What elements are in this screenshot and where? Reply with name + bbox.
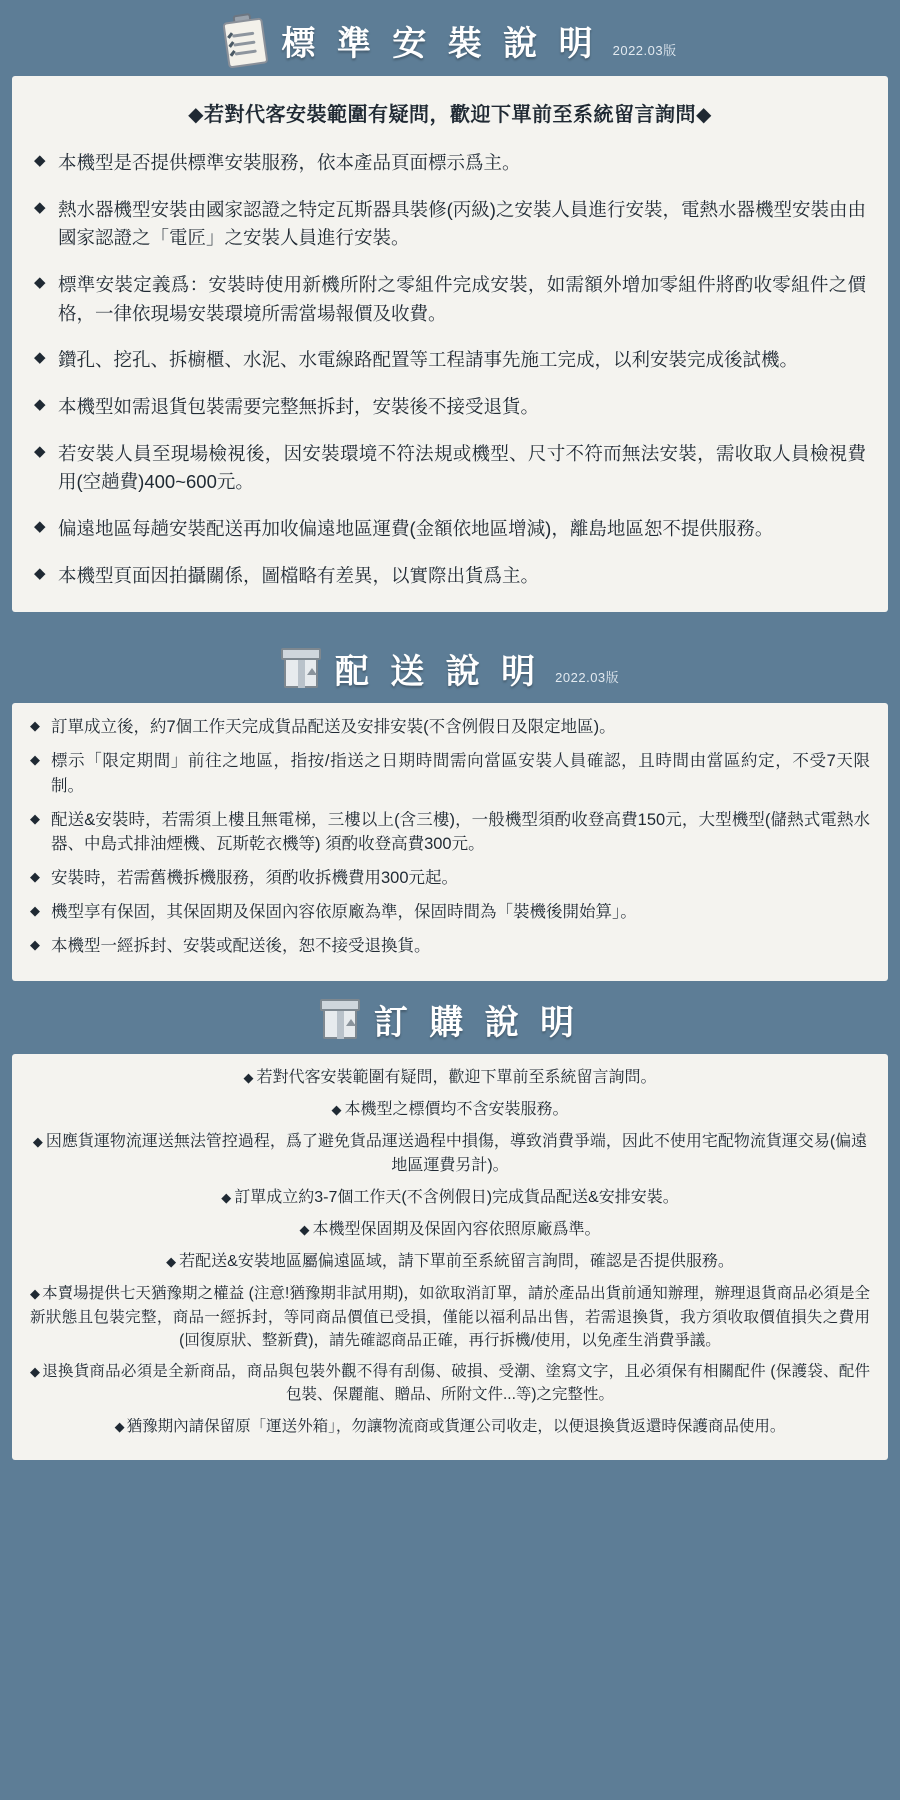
- list-item: [30, 1282, 870, 1352]
- diamond-bullet-icon: ◆: [166, 1254, 177, 1270]
- list-item-text: 若對代客安裝範圍有疑問，歡迎下單前至系統留言詢問。: [256, 1069, 657, 1087]
- panel-order: [12, 1054, 888, 1460]
- list-item: ◆ 標準安裝定義爲：安裝時使用新機所附之零組件完成安裝，如需額外增加零組件將酌收零組件之價格，一律依現場安裝環境所需當場報價及收費。: [34, 271, 866, 328]
- list-item: ◆ 若安裝人員至現場檢視後，因安裝環境不符法規或機型、尺寸不符而無法安裝，需收取人員檢視費用(空趟費)400~600元。: [34, 440, 866, 497]
- list-item: [30, 1360, 870, 1407]
- order-centered-list: [30, 1066, 870, 1274]
- diamond-bullet-icon: ◆: [243, 1070, 254, 1086]
- list-item: ◆ 鑽孔、挖孔、拆櫥櫃、水泥、水電線路配置等工程請事先施工完成，以利安裝完成後試機。: [34, 346, 866, 375]
- list-item: ◆ 偏遠地區每趟安裝配送再加收偏遠地區運費(金額依地區增減)，離島地區恕不提供服務。: [34, 515, 866, 544]
- panel-delivery: [12, 703, 888, 981]
- diamond-bullet-icon: ◆: [30, 1286, 41, 1302]
- list-item: ◆ 訂單成立後，約7個工作天完成貨品配送及安排安裝(不含例假日及限定地區)。: [30, 715, 870, 740]
- diamond-bullet-icon: ◆: [114, 1418, 125, 1434]
- install-lead-note: ◆若對代客安裝範圍有疑問，歡迎下單前至系統留言詢問◆: [188, 104, 712, 126]
- section-header-delivery: [0, 630, 900, 703]
- section-title-install: 標 準 安 裝 說 明: [281, 24, 599, 63]
- list-item: ◆ 標示「限定期間」前往之地區，指按/指送之日期時間需向當區安裝人員確認，且時間由當區約定，不受7天限制。: [30, 749, 870, 799]
- section-version-install: 2022.03版: [612, 43, 677, 58]
- panel-install: [12, 76, 888, 612]
- list-item: ◆ 熱水器機型安裝由國家認證之特定瓦斯器具裝修(丙級)之安裝人員進行安裝，電熱水器機型安裝由由國家認證之「電匠」之安裝人員進行安裝。: [34, 196, 866, 253]
- section-version-delivery: 2022.03版: [555, 670, 620, 686]
- section-title-order: 訂 購 說 明: [373, 1004, 581, 1043]
- diamond-bullet-icon: ◆: [32, 1134, 43, 1150]
- list-item: [30, 1250, 870, 1274]
- list-item-text: 猶豫期內請保留原「運送外箱」，勿讓物流商或貨運公司收走，以便退換貨返還時保護商品使用。: [126, 1417, 786, 1435]
- diamond-bullet-icon: ◆: [331, 1102, 342, 1118]
- list-item: ◆ 配送&安裝時，若需須上樓且無電梯，三樓以上(含三樓)，一般機型須酌收登高費150元，大型機型(儲熱式電熱水器、中島式排油煙機、瓦斯乾衣機等) 須酌收登高費300元。: [30, 808, 870, 858]
- box-icon: [320, 999, 360, 1041]
- clipboard-icon: [220, 11, 271, 69]
- diamond-bullet-icon: ◆: [30, 1364, 41, 1380]
- list-item-text: 因應貨運物流運送無法管控過程，爲了避免貨品運送過程中損傷，導致消費爭端，因此不使用宅配物流貨運交易(偏遠地區運費另計)。: [45, 1133, 868, 1175]
- list-item-text: 退換貨商品必須是全新商品，商品與包裝外觀不得有刮傷、破損、受潮、塗寫文字，且必須保有相關配件 (保護袋、配件包裝、保麗龍、贈品、所附文件...等)之完整性。: [42, 1363, 870, 1404]
- section-header-order: [0, 981, 900, 1054]
- list-item: ◆ 本機型如需退貨包裝需要完整無拆封，安裝後不接受退貨。: [34, 393, 866, 422]
- box-icon: [281, 648, 321, 690]
- list-item-text: 若配送&安裝地區屬偏遠區域，請下單前至系統留言詢問，確認是否提供服務。: [179, 1253, 734, 1271]
- diamond-bullet-icon: ◆: [221, 1190, 232, 1206]
- section-header-install: [0, 0, 900, 76]
- list-item: ◆ 本機型一經拆封、安裝或配送後，恕不接受退換貨。: [30, 934, 870, 959]
- list-item: [30, 1066, 870, 1090]
- list-item: ◆ 本機型是否提供標準安裝服務，依本產品頁面標示爲主。: [34, 149, 866, 178]
- section-title-delivery: 配 送 說 明: [334, 653, 542, 692]
- list-item: [30, 1218, 870, 1242]
- list-item: [30, 1130, 870, 1178]
- diamond-bullet-icon: ◆: [299, 1222, 310, 1238]
- list-item: ◆ 本機型頁面因拍攝關係，圖檔略有差異，以實際出貨爲主。: [34, 562, 866, 591]
- list-item-text: 訂單成立約3-7個工作天(不含例假日)完成貨品配送&安排安裝。: [234, 1189, 679, 1207]
- list-item-text: 本機型之標價均不含安裝服務。: [344, 1101, 569, 1119]
- list-item: [30, 1415, 870, 1438]
- list-item-text: 本賣場提供七天猶豫期之權益 (注意!猶豫期非試用期)，如欲取消訂單，請於產品出貨前通知辦理，辦理退貨商品必須是全新狀態且包裝完整，商品一經拆封，等同商品價值已受損，僅能以福利品出售，若需退換貨，我方須收取價值損失之費用(回復原狀、整新費)，請先確認商品正確，再行拆機/使用，以免產生消費爭議。: [30, 1285, 870, 1349]
- list-item-text: 本機型保固期及保固內容依照原廠爲準。: [312, 1221, 601, 1239]
- install-item-list: [34, 149, 866, 590]
- list-item: [30, 1098, 870, 1122]
- delivery-item-list: [30, 715, 870, 958]
- list-item: ◆ 機型享有保固，其保固期及保固內容依原廠為準，保固時間為「裝機後開始算」。: [30, 900, 870, 925]
- order-policy-list: [30, 1282, 870, 1438]
- list-item: ◆ 安裝時，若需舊機拆機服務，須酌收拆機費用300元起。: [30, 866, 870, 891]
- list-item: [30, 1186, 870, 1210]
